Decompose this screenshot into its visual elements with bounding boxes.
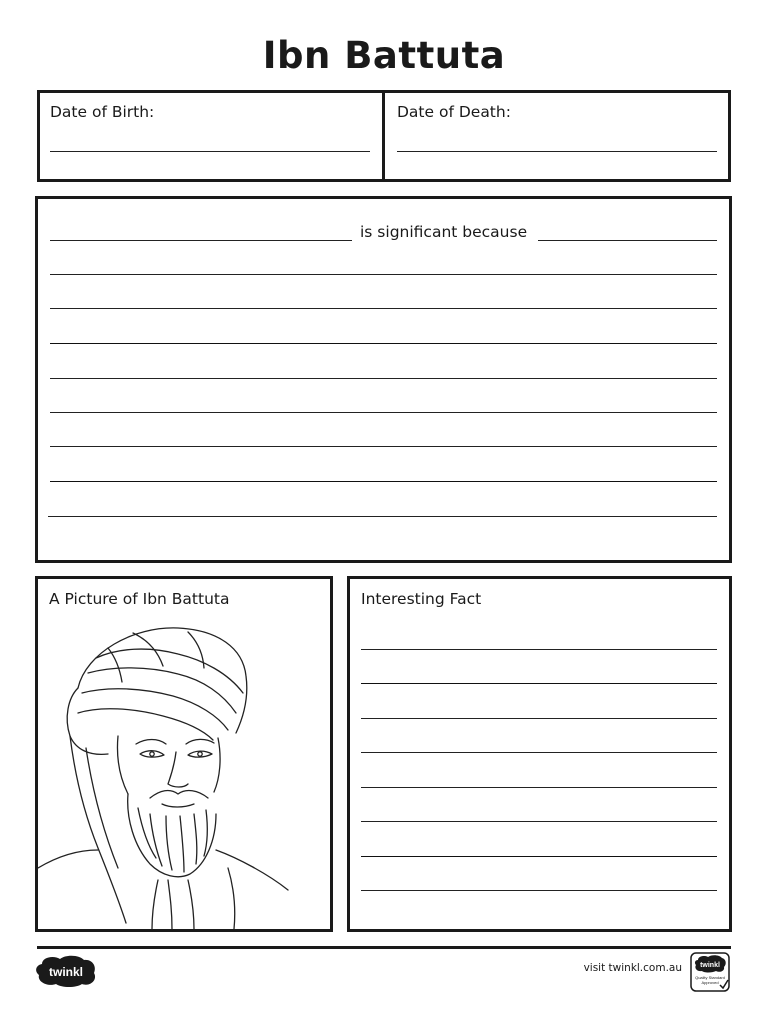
footer-divider [37,946,731,949]
fact-line[interactable] [361,683,717,684]
visit-website-text[interactable]: visit twinkl.com.au [583,962,682,974]
fact-line[interactable] [361,649,717,650]
fact-line[interactable] [361,718,717,719]
fact-line[interactable] [361,752,717,753]
fact-line[interactable] [361,890,717,891]
svg-text:Quality Standard: Quality Standard [695,975,725,980]
date-of-birth-line[interactable] [50,151,370,152]
fact-line[interactable] [361,856,717,857]
svg-text:twinkl: twinkl [48,965,84,979]
quality-standard-badge [690,952,730,992]
writing-line[interactable] [50,481,717,482]
interesting-fact-box [347,576,732,932]
ibn-battuta-portrait [38,618,330,929]
fact-line[interactable] [361,821,717,822]
significance-connector-text: is significant because [360,223,528,241]
writing-line[interactable] [50,412,717,413]
interesting-fact-label: Interesting Fact [361,590,482,608]
writing-line[interactable] [50,308,717,309]
writing-line[interactable] [50,343,717,344]
date-of-birth-label: Date of Birth: [50,103,155,121]
significance-box [35,196,732,563]
writing-line[interactable] [50,274,717,275]
significance-name-line[interactable] [50,240,352,241]
writing-line[interactable] [50,378,717,379]
significance-reason-line[interactable] [538,240,717,241]
svg-text:Approved: Approved [701,980,719,985]
date-of-death-label: Date of Death: [397,103,511,121]
writing-line[interactable] [48,516,717,517]
writing-line[interactable] [50,446,717,447]
svg-text:twinkl: twinkl [700,962,720,969]
twinkl-logo [34,954,98,988]
page-title: Ibn Battuta [262,34,506,77]
picture-label: A Picture of Ibn Battuta [49,590,230,608]
date-of-death-line[interactable] [397,151,717,152]
fact-line[interactable] [361,787,717,788]
